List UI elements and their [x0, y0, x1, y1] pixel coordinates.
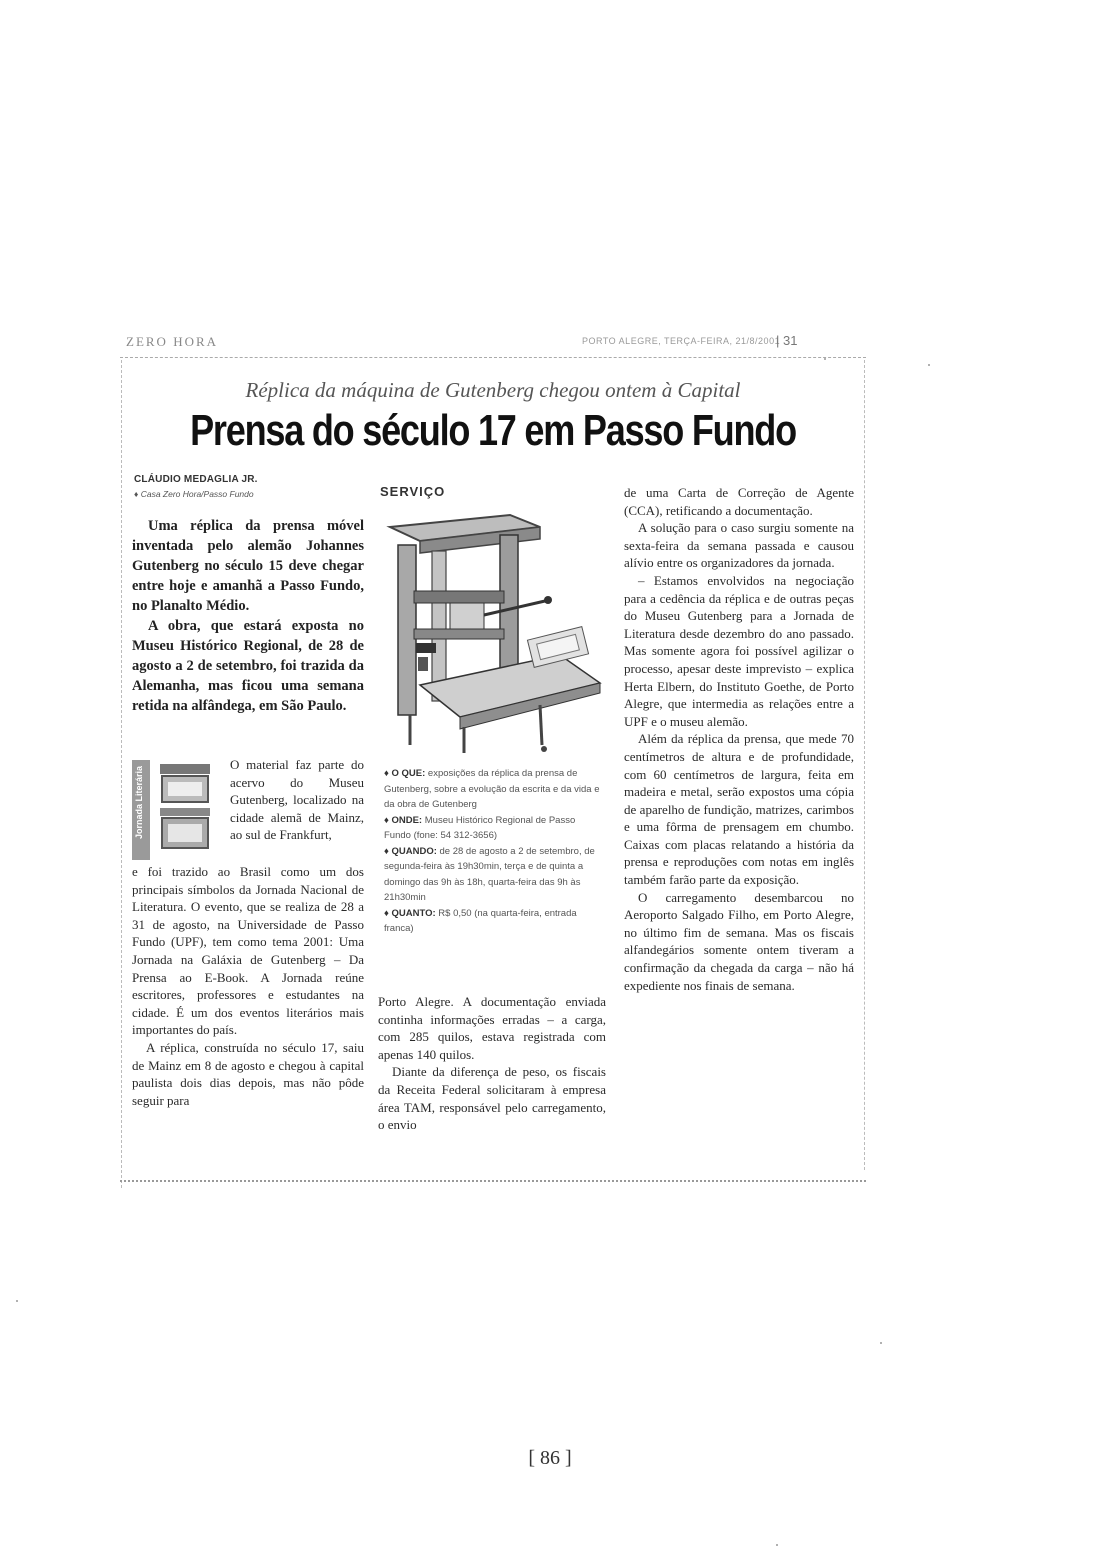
- service-item: [384, 906, 604, 937]
- service-item-text: Museu Histórico Regional de Passo Fundo (fone: 54 312-3656): [384, 814, 576, 841]
- service-item-key: ♦ ONDE:: [384, 814, 423, 826]
- scan-speck: [776, 1544, 778, 1546]
- inset-label: Jornada Literária: [134, 766, 144, 840]
- inset-photo: [132, 760, 216, 862]
- service-item: [384, 813, 604, 844]
- service-item: [384, 766, 604, 813]
- service-item-text: R$ 0,50 (na quarta-feira, entrada franca): [384, 907, 577, 934]
- scan-speck: [824, 358, 826, 360]
- clipping-border-top: [120, 357, 866, 358]
- books-photo-icon: [154, 760, 214, 860]
- article-headline: Prensa do século 17 em Passo Fundo: [190, 406, 796, 455]
- article-credit: ♦ Casa Zero Hora/Passo Fundo: [134, 489, 254, 499]
- newspaper-page-number: | 31: [776, 333, 798, 348]
- clipping-border-left: [121, 360, 122, 1188]
- service-item-key: ♦ QUANDO:: [384, 845, 437, 857]
- article-paragraph-5: Porto Alegre. A documentação enviada continha informações erradas – a carga, com 285 quilos, estava registrada com apenas 140 quilos.: [378, 994, 606, 1062]
- article-paragraph-8: A solução para o caso surgiu somente na sexta-feira da semana passada e causou alívio entre os organizadores da jornada.: [624, 520, 854, 571]
- clipping-border-bottom: [120, 1180, 866, 1182]
- service-item-key: ♦ O QUE:: [384, 768, 426, 779]
- newspaper-masthead: ZERO HORA: [126, 334, 219, 349]
- article-kicker: Réplica da máquina de Gutenberg chegou ontem à Capital: [245, 378, 741, 402]
- newspaper-dateline: PORTO ALEGRE, TERÇA-FEIRA, 21/8/2001: [582, 336, 781, 346]
- service-item-text: exposições da réplica da prensa de Gutenberg, sobre a evolução da escrita e da vida e da obra de Gutenberg: [384, 768, 600, 810]
- article-col1-rest: [132, 863, 364, 1109]
- clipping-border-right: [864, 360, 865, 1170]
- article-paragraph-3: e foi trazido ao Brasil como um dos principais símbolos da Jornada Nacional de Literatura. O evento, que se realiza de 28 a 31 de agosto, na Universidade de Passo Fundo (UPF), tem como tema 2001: Uma Jornada na Galáxia de Gutenberg – Da Prensa ao E-Book. A Jornada reúne escritores, professores e estudantes na cidade. É um dos eventos literários mais importantes do país.: [132, 864, 364, 1038]
- scan-speck: [880, 1342, 882, 1344]
- article-paragraph-4: A réplica, construída no século 17, saiu de Mainz em 8 de agosto e chegou à capital paulista dois dias depois, mas não pôde seguir para: [132, 1039, 364, 1108]
- scan-speck: [16, 1300, 18, 1302]
- service-item: [384, 844, 604, 906]
- article-paragraph-10: Além da réplica da prensa, que mede 70 centímetros de altura e de profundidade, com 60 centímetros de largura, feita em madeira e metal, serão expostos uma cópia de aparelho de fundição, matrizes, carimbos e uma fôrma de prensagem em chumbo. Caixas com placas relatando a história da prensa e reproduções com notas em inglês também farão parte da exposição.: [624, 731, 854, 888]
- article-col2: [378, 993, 606, 1134]
- service-box: [384, 766, 604, 937]
- lead-paragraph-2: A obra, que estará exposta no Museu Histórico Regional, de 28 de agosto a 2 de setembro, foi trazida da Alemanha, mas ficou uma semana retida na alfândega, em São Paulo.: [132, 618, 364, 714]
- inset-label-strip: [132, 760, 150, 860]
- service-item-key: ♦ QUANTO:: [384, 907, 436, 919]
- service-item-text: de 28 de agosto a 2 de setembro, de segunda-feira às 19h30min, terça e de quinta a domingo das 9h às 18h, quarta-feira das 9h às 21h30min: [384, 845, 595, 903]
- article-byline: CLÁUDIO MEDAGLIA JR.: [134, 474, 258, 485]
- document-page-number: [ 86 ]: [528, 1447, 572, 1469]
- article-paragraph-6: Diante da diferença de peso, os fiscais da Receita Federal solicitaram à empresa área TAM, responsável pelo carregamento, o envio: [378, 1064, 606, 1133]
- article-paragraph-wrap: O material faz parte do acervo do Museu Gutenberg, localizado na cidade alemã de Mainz, ao sul de Frankfurt,: [230, 757, 364, 843]
- printing-press-illustration: [380, 505, 606, 759]
- service-label: SERVIÇO: [380, 484, 446, 499]
- article-lead: [132, 516, 364, 716]
- article-col3: [624, 484, 854, 994]
- scan-speck: [928, 364, 930, 366]
- article-paragraph-7: de uma Carta de Correção de Agente (CCA), retificando a documentação.: [624, 485, 854, 518]
- article-paragraph-11: O carregamento desembarcou no Aeroporto Salgado Filho, em Porto Alegre, no último fim de semana. Mas os fiscais alfandegários somente ontem tiveram a confirmação da chegada da carga – não há expediente nos finais de semana.: [624, 889, 854, 993]
- lead-paragraph-1: Uma réplica da prensa móvel inventada pelo alemão Johannes Gutenberg no século 15 deve chegar entre hoje e amanhã a Passo Fundo, no Planalto Médio.: [132, 518, 364, 614]
- article-paragraph-9: – Estamos envolvidos na negociação para a cedência da réplica e de outras peças do Museu Gutenberg para a Jornada de Literatura desde dezembro do ano passado. Mas somente agora foi possível agilizar o processo, apesar deste imprevisto – explica Herta Elbern, do Instituto Goethe, de Porto Alegre, que intermedia as relações entre a UPF e o museu alemão.: [624, 572, 854, 729]
